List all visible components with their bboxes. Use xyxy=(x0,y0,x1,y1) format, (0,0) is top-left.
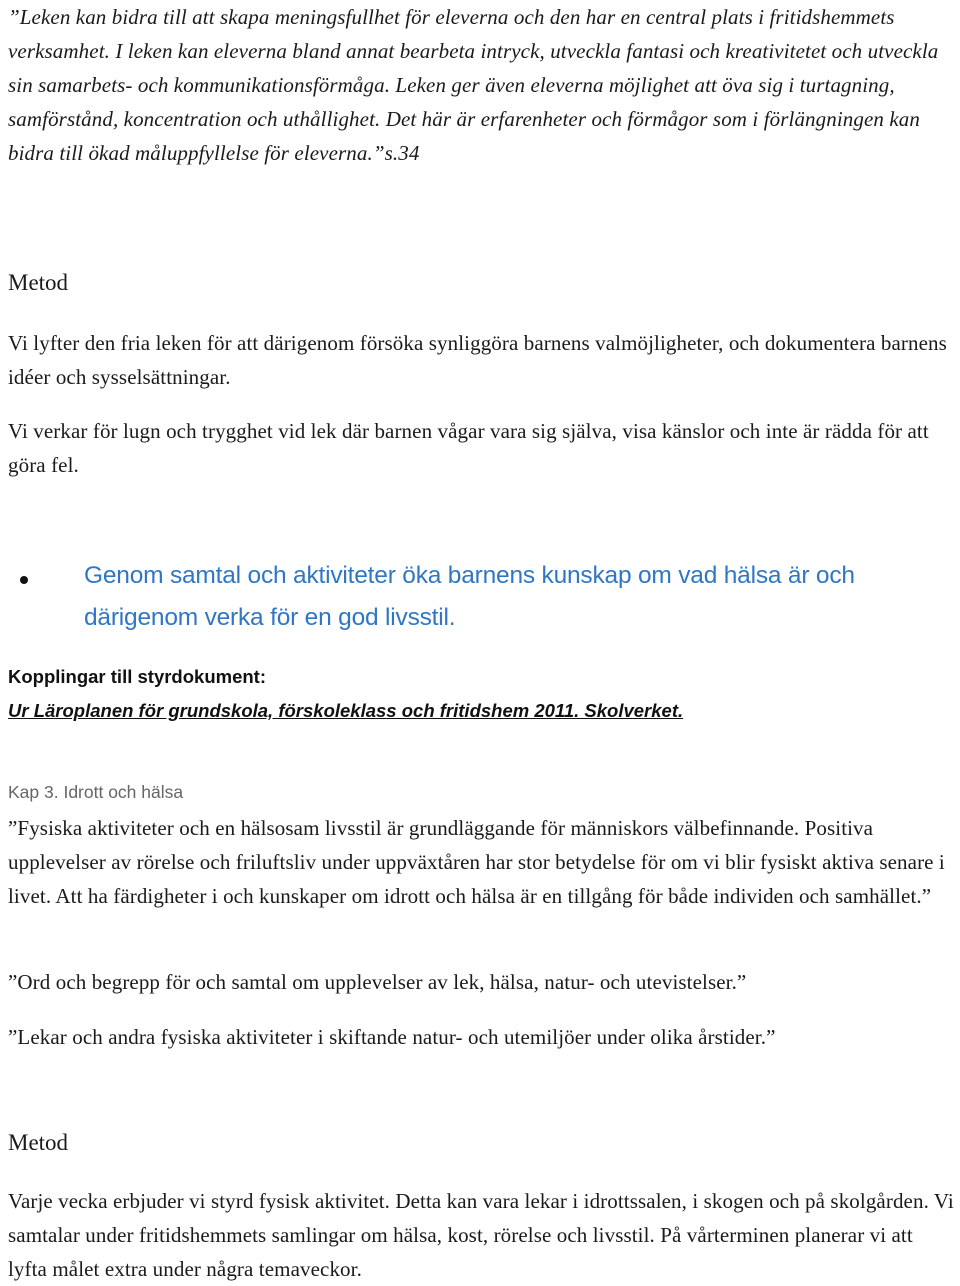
metod-1-paragraph-2: Vi verkar för lugn och trygghet vid lek där barnen vågar vara sig själva, visa känslor och inte är rädda för att göra fel. xyxy=(8,419,929,477)
section-heading-metod-2: Metod xyxy=(8,1130,69,1155)
curriculum-quote-1: ”Fysiska aktiviteter och en hälsosam livsstil är grundläggande för människors välbefinnande. Positiva upplevelser av rörelse och friluftsliv under uppväxtåren har stor betydelse för om vi blir fysiskt aktiva senare i livet. Att ha färdigheter i och kunskaper om idrott och hälsa är en tillgång för både individen och samhället.” xyxy=(8,816,945,908)
bullet-icon xyxy=(20,576,28,584)
metod-1-paragraph-1: Vi lyfter den fria leken för att därigenom försöka synliggöra barnens valmöjligheter, och dokumentera barnens idéer och sysselsättningar. xyxy=(8,331,947,389)
section-heading-metod-1: Metod xyxy=(8,270,69,295)
curriculum-quote-3: ”Lekar och andra fysiska aktiviteter i skiftande natur- och utemiljöer under olika årstider.” xyxy=(8,1025,776,1049)
curriculum-quote-2: ”Ord och begrepp för och samtal om upplevelser av lek, hälsa, natur- och utevistelser.” xyxy=(8,970,747,994)
links-heading: Kopplingar till styrdokument: xyxy=(8,666,266,687)
goal-bullet-text: Genom samtal och aktiviteter öka barnens kunskap om vad hälsa är och därigenom verka för en god livsstil. xyxy=(84,562,855,631)
intro-quote-paragraph: ”Leken kan bidra till att skapa meningsfullhet för eleverna och den har en central plats i fritidshemmets verksamhet. I leken kan eleverna bland annat bearbeta intryck, utveckla fantasi och kreativitetet och utveckla sin samarbets- och kommunikationsförmåga. Leken ger även eleverna möjlighet att öva sig i turtagning, samförstånd, koncentration och uthållighet. Det här är erfarenheter och förmågor som i förlängningen kan bidra till ökad måluppfyllelse för eleverna.”s.34 xyxy=(8,5,939,165)
chapter-label: Kap 3. Idrott och hälsa xyxy=(8,782,184,802)
links-subheading: Ur Läroplanen för grundskola, förskoleklass och fritidshem 2011. Skolverket. xyxy=(8,700,684,721)
metod-2-paragraph: Varje vecka erbjuder vi styrd fysisk aktivitet. Detta kan vara lekar i idrottssalen, i skogen och på skolgården. Vi samtalar under fritidshemmets samlingar om hälsa, kost, rörelse och livsstil. På vårterminen planerar vi att lyfta målet extra under några temaveckor. xyxy=(8,1189,954,1281)
